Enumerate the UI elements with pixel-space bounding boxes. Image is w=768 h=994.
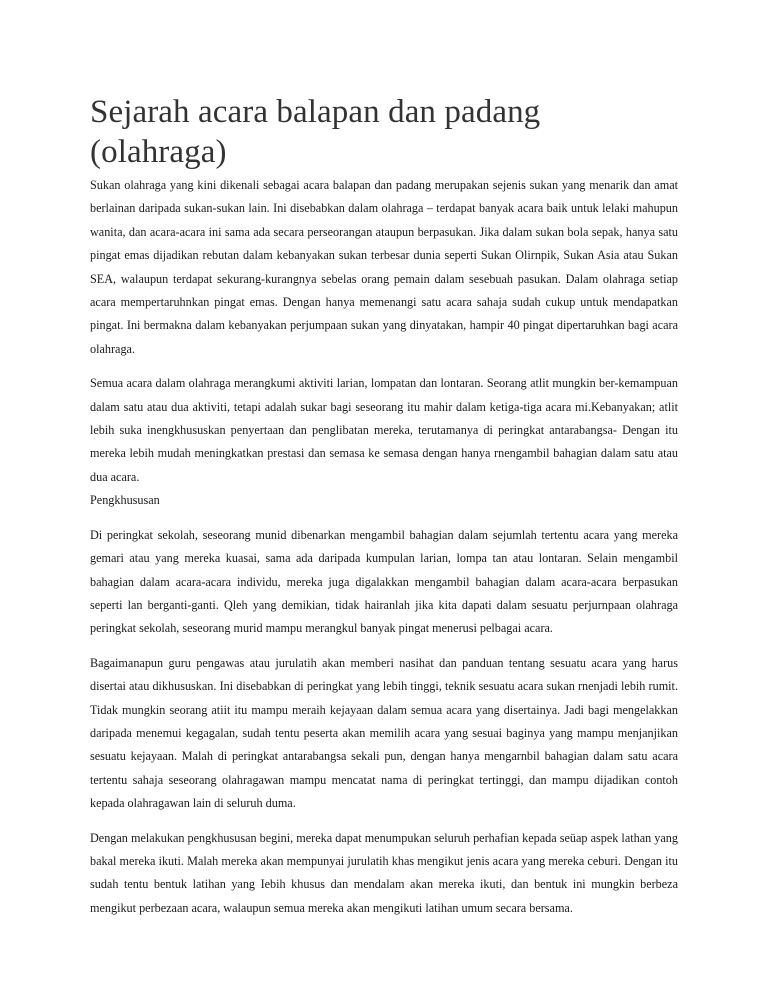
paragraph-1: Sukan olahraga yang kini dikenali sebagai acara balapan dan padang merupakan sejenis sukan yang menarik dan amat berlainan daripada sukan-sukan lain. Ini disebabkan dalam olahraga – terdapat banyak acara baik untuk lelaki mahupun wanita, dan acara-acara ini sama ada secara perseorangan ataupun berpasukan. Jika dalam sukan bola sepak, hanya satu pingat emas dijadikan rebutan dalam kebanyakan sukan terbesar dunia seperti Sukan Olirnpik, Sukan Asia atau Sukan SEA, walaupun terdapat sekurang-kurangnya sebelas orang pemain dalam sesebuah pasukan. Dalam olahraga setiap acara mempertaruhnkan pingat emas. Dengan hanya memenangi satu acara sahaja sudah cukup untuk mendapatkan pingat. Ini bermakna dalam kebanyakan perjumpaan sukan yang dinyatakan, hampir 40 pingat dipertaruhkan bagi acara olahraga. — [90, 178, 678, 356]
section-heading-pengkhususan: Pengkhususan — [90, 493, 160, 508]
paragraph-4: Bagaimanapun guru pengawas atau jurulatih akan memberi nasihat dan panduan tentang sesuatu acara yang harus disertai atau dikhususkan. Ini disebabkan di peringkat yang lebih tinggi, teknik sesuatu acara sukan rnenjadi lebih rumit. Tidak mungkin seorang atiit itu mampu meraih kejayaan dalam semua acara yang disertainya. Jadi bagi mengelakkan daripada menemui kegagalan, sudah tentu peserta akan memilih acara yang sesuai baginya yang mampu menjanjikan sesuatu kejayaan. Malah di peringkat antarabangsa sekali pun, dengan hanya mengarnbil bahagian dalam satu acara tertentu sahaja seseorang olahragawan mampu mencatat nama di peringkat tertinggi, dan mampu dijadikan contoh kepada olahragawan lain di seluruh duma. — [90, 655, 678, 811]
document-title: Sejarah acara balapan dan padang (olahraga) — [90, 94, 541, 170]
paragraph-5: Dengan melakukan pengkhususan begini, mereka dapat menumpukan seluruh perhafian kepada seüap aspek lathan yang bakal mereka ikuti. Malah mereka akan mempunyai jurulatih khas mengikut jenis acara yang mereka ceburi. Dengan itu sudah tentu bentuk latihan yang Iebih khusus dan mendalam akan mereka ikuti, dan bentuk ini mungkin berbeza mengikut perbezaan acara, walaupun semua mereka akan mengikuti latihan umum secara bersama. — [90, 830, 678, 915]
paragraph-3: Di peringkat sekolah, seseorang munid dibenarkan mengambil bahagian dalam sejumlah tertentu acara yang mereka gemari atau yang mereka kuasai, sama ada daripada kumpulan larian, lompa tan atau lontaran. Selain mengambil bahagian dalam acara-acara individu, mereka juga digalakkan mengambil bahagian dalam acara-acara berpasukan seperti lan berganti-ganti. Qleh yang demikian, tidak hairanlah jika kita dapati dalam sesuatu perjurnpaan olahraga peringkat sekolah, seseorang murid mampu merangkul banyak pingat menerusi pelbagai acara. — [90, 527, 678, 636]
paragraph-2: Semua acara dalam olahraga merangkumi aktiviti larian, lompatan dan lontaran. Seorang atlit mungkin ber-kemampuan dalam satu atau dua aktiviti, tetapi adalah sukar bagi seseorang itu mahir dalam ketiga-tiga acara mi.Kebanyakan; atlit lebih suka inengkhususkan penyertaan dan penglibatan mereka, terutamanya di peringkat antarabangsa- Dengan itu mereka lebih mudah meningkatkan prestasi dan semasa ke semasa dengan hanya rnengambil bahagian dalam satu atau dua acara. — [90, 376, 678, 484]
document-page — [90, 92, 678, 931]
